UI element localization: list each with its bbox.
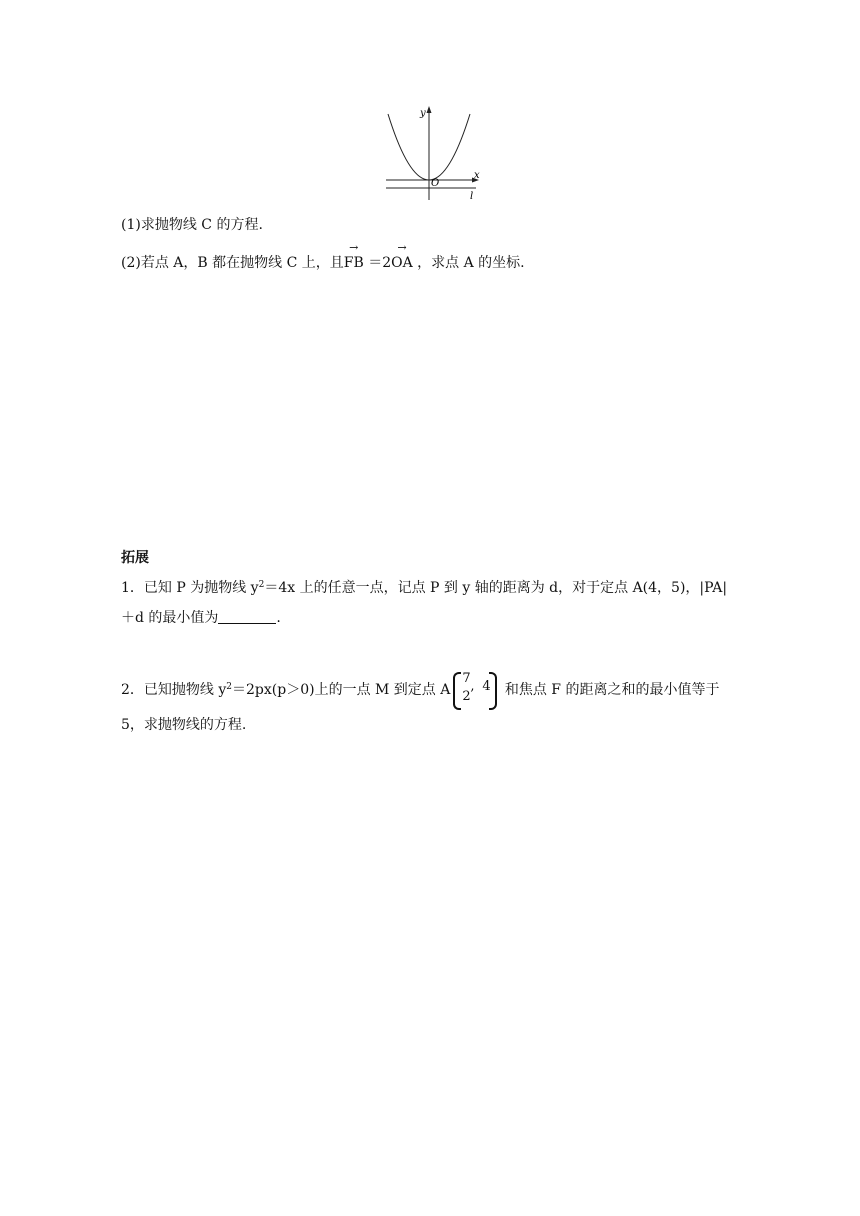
answer-blank[interactable] — [218, 609, 276, 624]
question-part-1: (1)求抛物线 C 的方程. — [121, 217, 263, 233]
ex1-superscript: 2 — [258, 580, 265, 590]
fraction-denominator: 2 — [462, 689, 471, 704]
exercise-1-line-1 — [121, 578, 727, 598]
point-a-coordinates — [453, 672, 497, 708]
origin-label: O — [431, 178, 440, 189]
ex1-text-b: ＝4x 上的任意一点，记点 P 到 y 轴的距离为 d，对于定点 A(4，5)，|PA| — [264, 580, 728, 596]
ex1-text-c: ＋d 的最小值为 — [121, 610, 219, 626]
part2-mid: ＝2 — [363, 255, 392, 271]
x-axis-label: x — [474, 170, 480, 181]
question-part-2 — [121, 253, 525, 273]
vector-fb: → FB — [344, 253, 364, 273]
section-title: 拓展 — [121, 550, 149, 566]
ex2-superscript: 2 — [226, 682, 233, 692]
ex2-text-b: ＝2px(p＞0)上的一点 M 到定点 A — [232, 682, 451, 698]
coordinate-separator: , — [470, 679, 475, 694]
fraction-numerator: 7 — [462, 671, 471, 686]
vector-oa: → OA — [391, 253, 413, 273]
ex2-text-a: 2．已知抛物线 y — [121, 682, 227, 698]
y-axis-label: y — [420, 108, 426, 119]
ex1-text-a: 1．已知 P 为抛物线 y — [121, 580, 259, 596]
ex2-text-c: 和焦点 F 的距离之和的最小值等于 — [500, 682, 720, 698]
second-coordinate: 4 — [482, 679, 491, 694]
exercise-1-line-2 — [121, 608, 281, 628]
parabola-figure — [384, 104, 484, 204]
ex1-text-d: . — [276, 610, 281, 626]
line-label: l — [470, 191, 474, 202]
exercise-2-line-1 — [121, 672, 719, 708]
part2-prefix: (2)若点 A，B 都在抛物线 C 上，且 — [121, 255, 344, 271]
exercise-2-line-2: 5，求抛物线的方程. — [121, 717, 247, 733]
y-axis-arrow — [427, 106, 432, 113]
part2-suffix: ，求点 A 的坐标. — [412, 255, 525, 271]
